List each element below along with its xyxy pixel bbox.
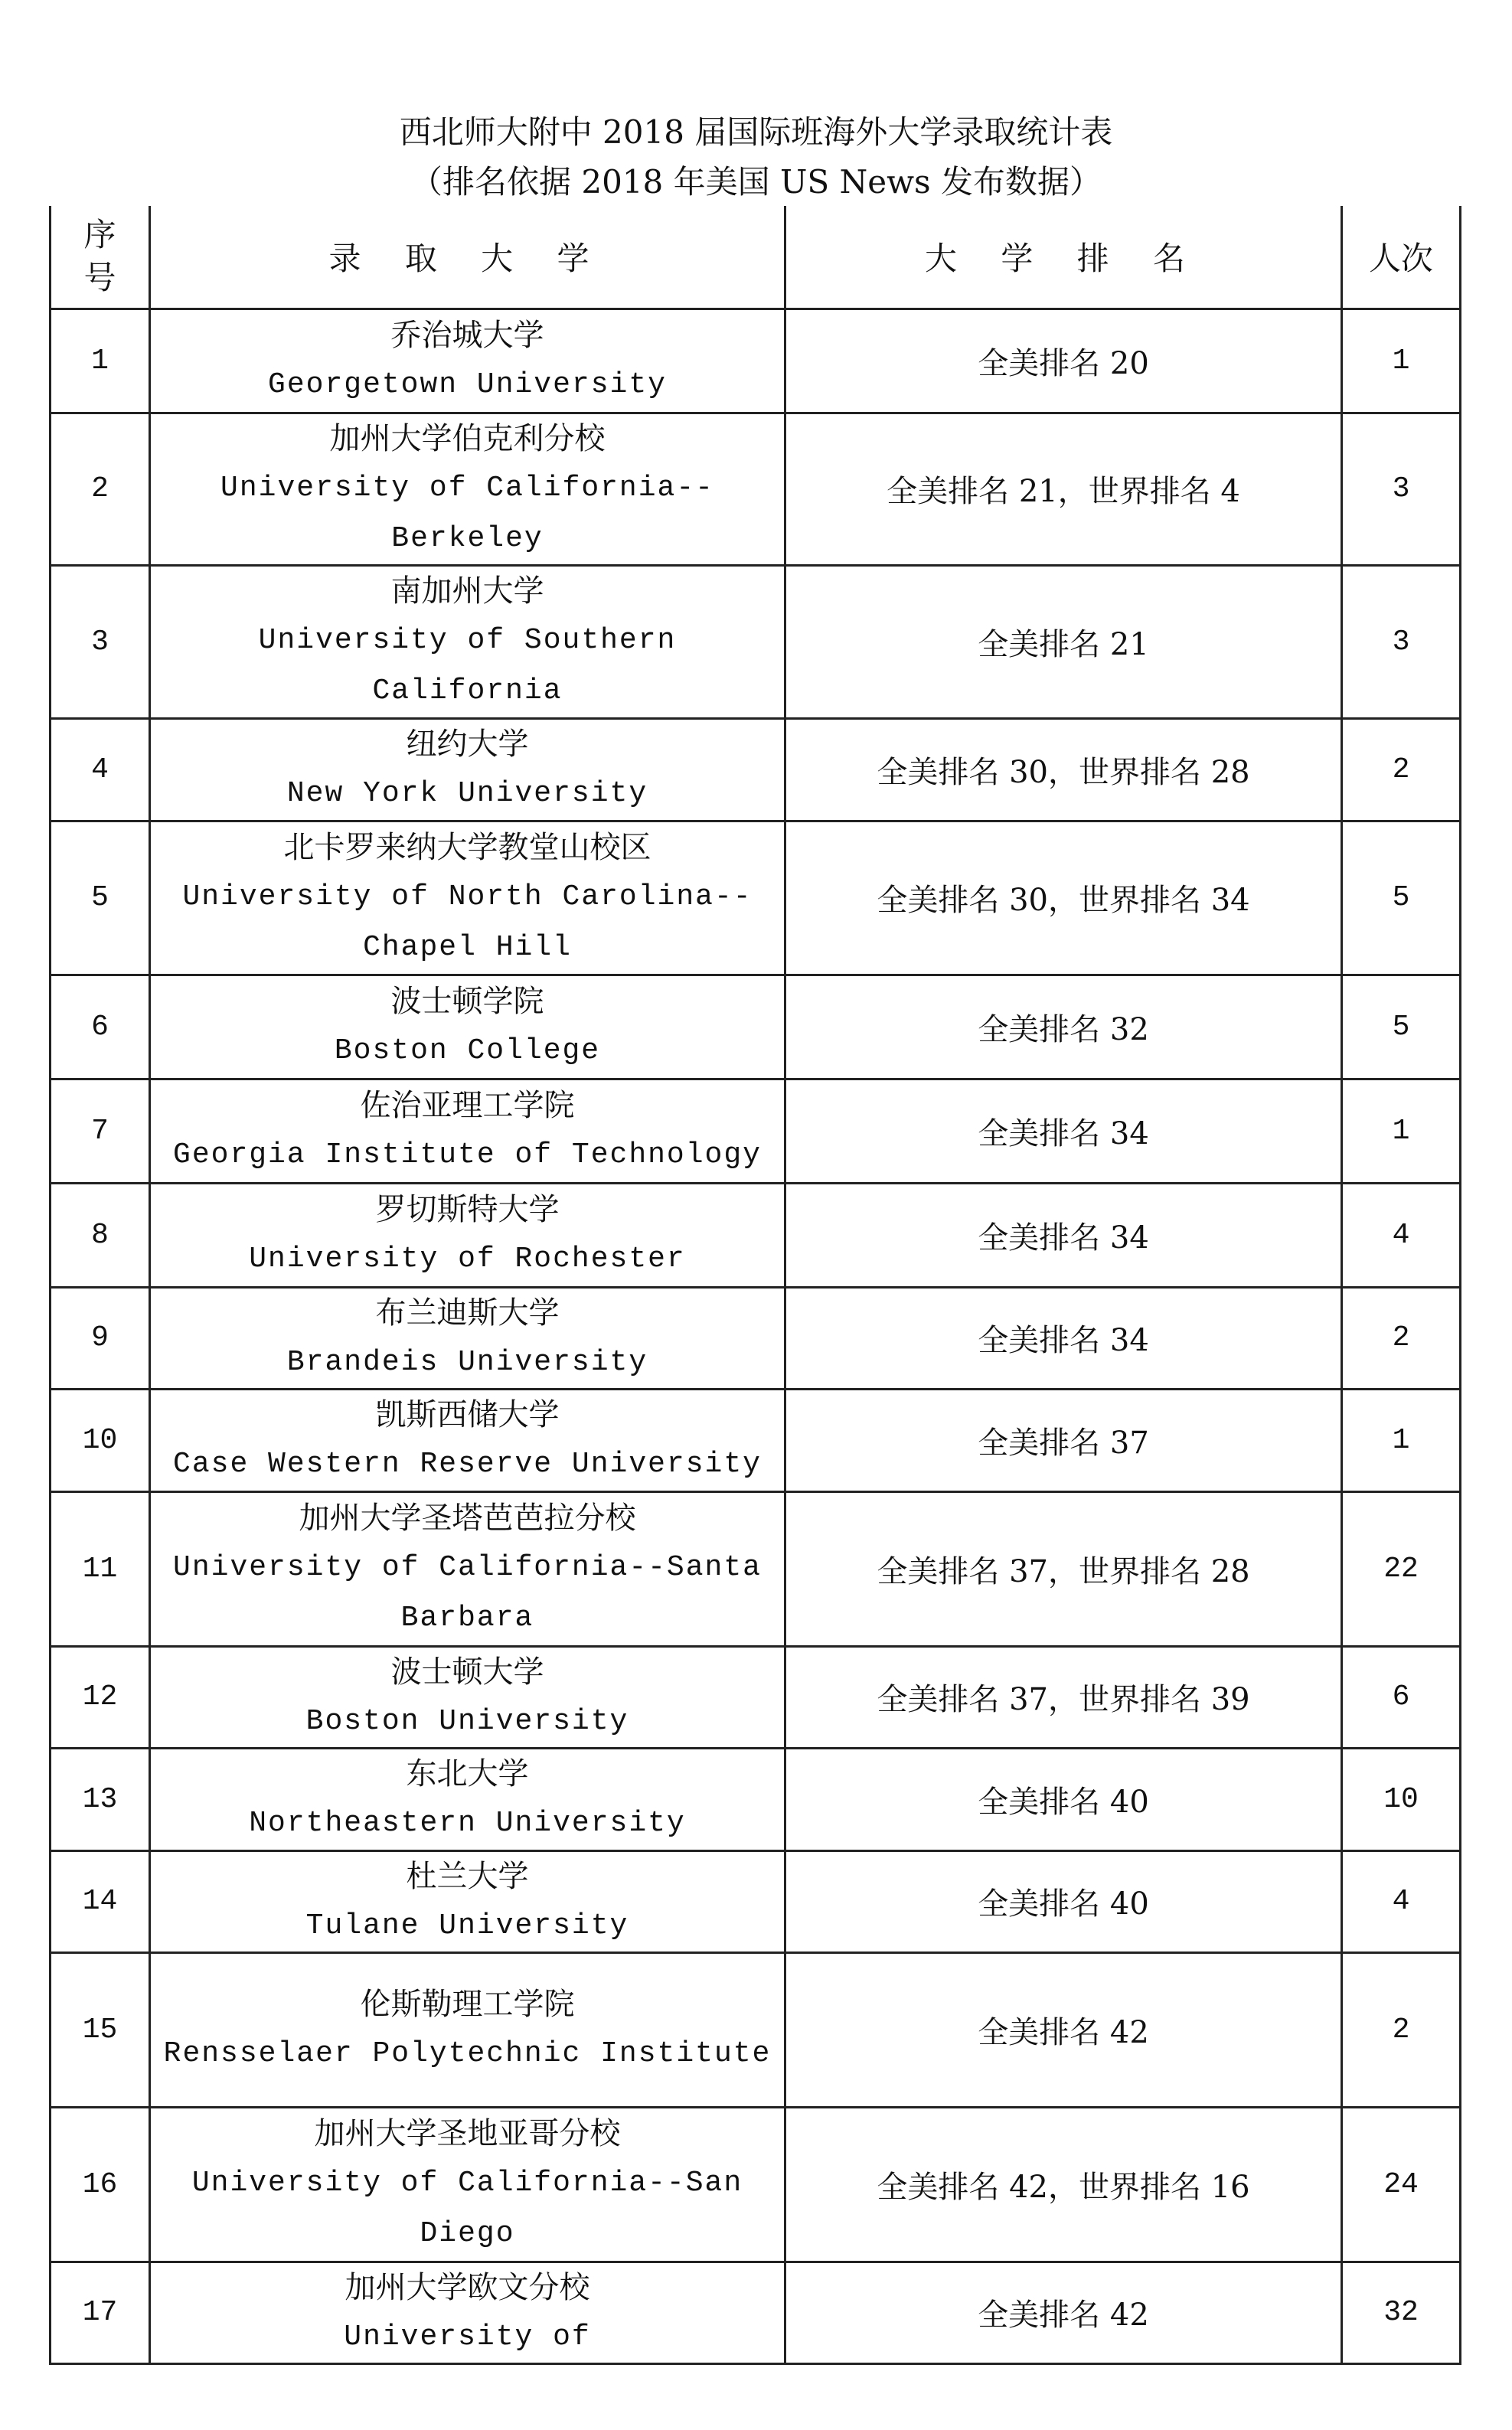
table-row [51, 821, 1461, 975]
ranking-cell: 全美排名 42 [785, 2262, 1342, 2363]
row-index: 7 [51, 1079, 150, 1183]
ranking-cell: 全美排名 30，世界排名 28 [785, 718, 1342, 821]
table-row [51, 1389, 1461, 1491]
document-title: 西北师大附中 2018 届国际班海外大学录取统计表 [399, 113, 1113, 151]
ranking-cell: 全美排名 21 [785, 565, 1342, 718]
university-name-cn: 加州大学圣地亚哥分校 [314, 2116, 621, 2151]
table-row [51, 1079, 1461, 1183]
ranking-cell: 全美排名 37，世界排名 28 [785, 1491, 1342, 1646]
document-subtitle: （排名依据 2018 年美国 US News 发布数据） [410, 163, 1102, 201]
university-cell [150, 1646, 785, 1748]
university-name-cn: 布兰迪斯大学 [375, 1295, 560, 1331]
table-row [51, 1287, 1461, 1389]
table-header-row [51, 206, 1461, 309]
university-name-en: Brandeis University [286, 1345, 648, 1379]
row-index: 16 [51, 2107, 150, 2262]
table-row [51, 309, 1461, 413]
university-name-en: Rensselaer Polytechnic Institute [163, 2037, 772, 2070]
row-index: 2 [51, 413, 150, 565]
admissions-table [49, 206, 1461, 2365]
ranking-cell: 全美排名 34 [785, 1079, 1342, 1183]
table-row [51, 1748, 1461, 1850]
header-university: 录 取 大 学 [150, 206, 785, 309]
row-index: 12 [51, 1646, 150, 1748]
university-name-en: University of California--Berkeley [220, 471, 714, 555]
count-cell: 6 [1342, 1646, 1461, 1748]
table-row [51, 975, 1461, 1079]
row-index: 3 [51, 565, 150, 718]
ranking-cell: 全美排名 37 [785, 1389, 1342, 1491]
university-cell [150, 1952, 785, 2107]
count-cell: 1 [1342, 309, 1461, 413]
university-cell [150, 1079, 785, 1183]
count-cell: 22 [1342, 1491, 1461, 1646]
count-cell: 1 [1342, 1079, 1461, 1183]
row-index: 14 [51, 1850, 150, 1952]
university-name-en: University of North Carolina--Chapel Hill [182, 880, 753, 964]
university-name-cn: 南加州大学 [390, 573, 544, 609]
row-index: 4 [51, 718, 150, 821]
table-row [51, 1646, 1461, 1748]
university-name-cn: 波士顿学院 [390, 984, 544, 1019]
table-row [51, 565, 1461, 718]
university-cell [150, 413, 785, 565]
row-index: 9 [51, 1287, 150, 1389]
university-name-en: University of California--Santa Barbara [173, 1551, 762, 1635]
university-cell [150, 1389, 785, 1491]
university-name-en: Tulane University [305, 1909, 629, 1942]
ranking-cell: 全美排名 37，世界排名 39 [785, 1646, 1342, 1748]
row-index: 15 [51, 1952, 150, 2107]
count-cell: 10 [1342, 1748, 1461, 1850]
row-index: 1 [51, 309, 150, 413]
row-index: 6 [51, 975, 150, 1079]
ranking-cell: 全美排名 42 [785, 1952, 1342, 2107]
university-cell [150, 975, 785, 1079]
university-name-en: Georgia Institute of Technology [173, 1138, 762, 1171]
count-cell: 1 [1342, 1389, 1461, 1491]
count-cell: 3 [1342, 413, 1461, 565]
university-name-en: Boston University [305, 1704, 629, 1738]
ranking-cell: 全美排名 32 [785, 975, 1342, 1079]
table-row [51, 718, 1461, 821]
university-cell [150, 1748, 785, 1850]
university-name-cn: 加州大学圣塔芭芭拉分校 [299, 1501, 636, 1536]
university-name-en: University of Southern California [258, 624, 677, 707]
ranking-cell: 全美排名 40 [785, 1748, 1342, 1850]
row-index: 17 [51, 2262, 150, 2363]
university-cell [150, 821, 785, 975]
table-row [51, 1183, 1461, 1287]
university-name-cn: 杜兰大学 [406, 1858, 529, 1894]
university-cell [150, 1850, 785, 1952]
university-cell [150, 309, 785, 413]
count-cell: 2 [1342, 718, 1461, 821]
university-name-cn: 伦斯勒理工学院 [360, 1987, 575, 2022]
university-name-cn: 加州大学欧文分校 [345, 2269, 590, 2305]
university-name-cn: 纽约大学 [406, 727, 529, 762]
ranking-cell: 全美排名 40 [785, 1850, 1342, 1952]
university-name-cn: 佐治亚理工学院 [360, 1088, 575, 1123]
university-cell [150, 2262, 785, 2363]
row-index: 5 [51, 821, 150, 975]
ranking-cell: 全美排名 34 [785, 1287, 1342, 1389]
table-row [51, 2107, 1461, 2262]
university-name-en: University of [344, 2320, 591, 2353]
university-name-cn: 凯斯西储大学 [375, 1397, 560, 1432]
count-cell: 5 [1342, 821, 1461, 975]
ranking-cell: 全美排名 42，世界排名 16 [785, 2107, 1342, 2262]
row-index: 8 [51, 1183, 150, 1287]
row-index: 10 [51, 1389, 150, 1491]
university-name-cn: 乔治城大学 [390, 318, 544, 353]
count-cell: 3 [1342, 565, 1461, 718]
count-cell: 5 [1342, 975, 1461, 1079]
count-cell: 24 [1342, 2107, 1461, 2262]
university-name-en: New York University [286, 777, 648, 810]
header-count: 人次 [1342, 206, 1461, 309]
ranking-cell: 全美排名 20 [785, 309, 1342, 413]
university-name-cn: 罗切斯特大学 [375, 1192, 560, 1227]
university-name-cn: 北卡罗来纳大学教堂山校区 [283, 829, 651, 865]
count-cell: 4 [1342, 1850, 1461, 1952]
university-name-en: Boston College [334, 1034, 601, 1067]
table-row [51, 2262, 1461, 2363]
university-name-cn: 加州大学伯克利分校 [329, 420, 606, 456]
university-cell [150, 565, 785, 718]
university-name-en: Northeastern University [249, 1807, 686, 1840]
row-index: 13 [51, 1748, 150, 1850]
row-index: 11 [51, 1491, 150, 1646]
ranking-cell: 全美排名 30，世界排名 34 [785, 821, 1342, 975]
university-name-cn: 东北大学 [406, 1756, 529, 1791]
ranking-cell: 全美排名 34 [785, 1183, 1342, 1287]
count-cell: 4 [1342, 1183, 1461, 1287]
university-name-en: Case Western Reserve University [173, 1448, 762, 1481]
university-cell [150, 1491, 785, 1646]
count-cell: 2 [1342, 1952, 1461, 2107]
university-name-cn: 波士顿大学 [390, 1654, 544, 1690]
university-name-en: University of California--San Diego [191, 2167, 743, 2250]
university-cell [150, 718, 785, 821]
table-row [51, 1850, 1461, 1952]
header-ranking: 大 学 排 名 [785, 206, 1342, 309]
university-name-en: University of Rochester [249, 1243, 686, 1275]
university-cell [150, 2107, 785, 2262]
table-row [51, 1952, 1461, 2107]
table-row [51, 1491, 1461, 1646]
header-index: 序号 [51, 206, 150, 309]
university-cell [150, 1183, 785, 1287]
count-cell: 32 [1342, 2262, 1461, 2363]
count-cell: 2 [1342, 1287, 1461, 1389]
university-cell [150, 1287, 785, 1389]
table-row [51, 413, 1461, 565]
university-name-en: Georgetown University [268, 368, 667, 401]
ranking-cell: 全美排名 21，世界排名 4 [785, 413, 1342, 565]
